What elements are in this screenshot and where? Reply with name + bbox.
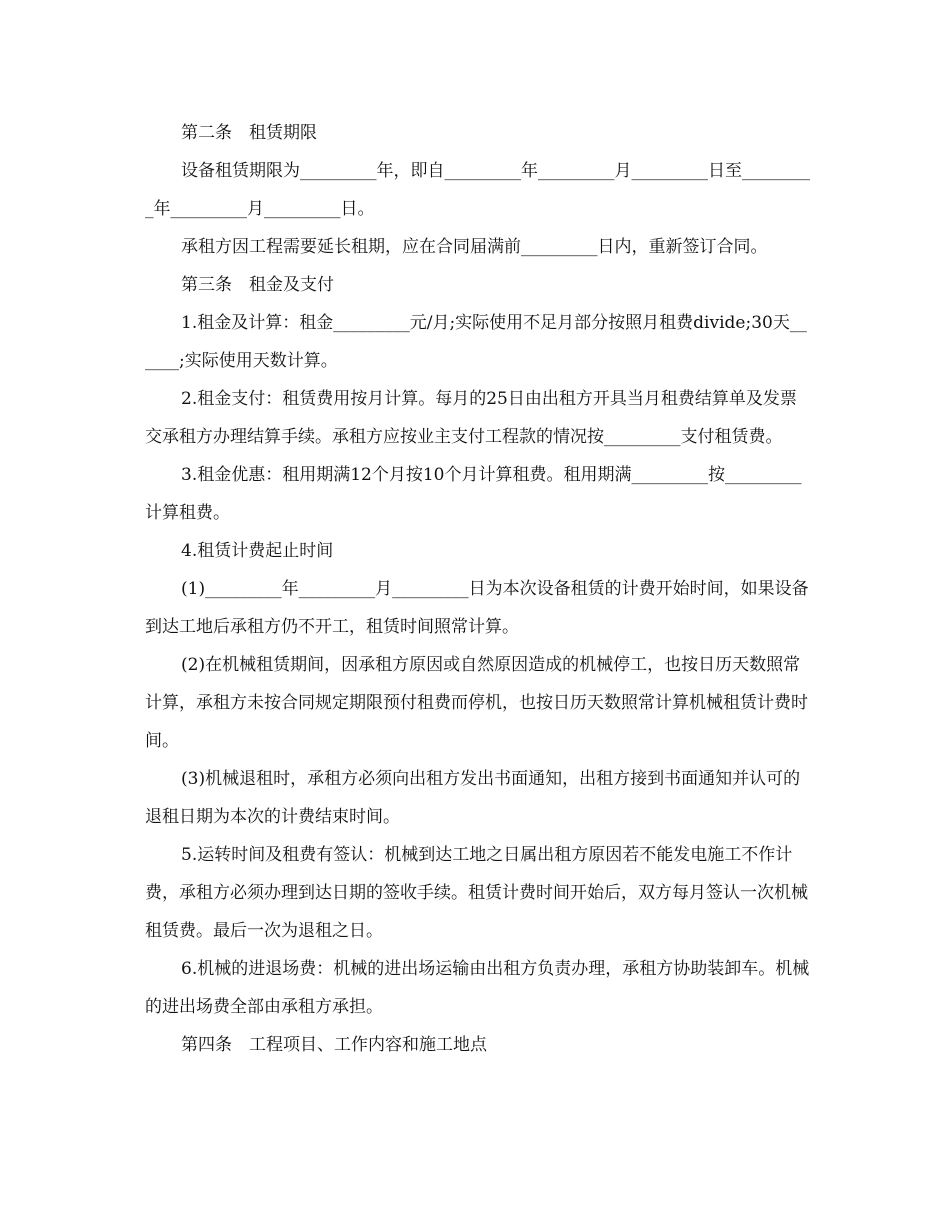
downtime-paragraph: (2)在机械租赁期间，因承租方原因或自然原因造成的机械停工，也按日历天数照常计算，承租方未按合同规定期限预付租费而停机，也按日历天数照常计算机械租赁计费时间。 <box>145 655 808 751</box>
rent-discount-paragraph: 3.租金优惠：租用期满12个月按10个月计算租费。租用期满_________按_________计算租费。 <box>145 465 802 523</box>
article-3-heading: 第三条 租金及支付 <box>181 275 334 295</box>
rent-calculation-paragraph: 1.租金及计算：租金_________元/月;实际使用不足月部分按照月租费divide;30天______;实际使用天数计算。 <box>145 313 807 371</box>
article-4-heading: 第四条 工程项目、工作内容和施工地点 <box>181 1035 487 1055</box>
billing-start-paragraph: (1)_________年_________月_________日为本次设备租赁的计费开始时间，如果设备到达工地后承租方仍不开工，租赁时间照常计算。 <box>145 579 809 637</box>
rent-payment-paragraph: 2.租金支付：租赁费用按月计算。每月的25日由出租方开具当月租费结算单及发票交承租方办理结算手续。承租方应按业主支付工程款的情况按_________支付租赁费。 <box>145 389 797 447</box>
entry-exit-fee-paragraph: 6.机械的进退场费：机械的进出场运输由出租方负责办理，承租方协助装卸车。机械的进出场费全部由承租方承担。 <box>145 959 810 1017</box>
lease-extension-paragraph: 承租方因工程需要延长租期，应在合同届满前_________日内，重新签订合同。 <box>181 237 768 257</box>
article-2-heading: 第二条 租赁期限 <box>181 123 317 143</box>
lease-term-paragraph: 设备租赁期限为_________年，即自_________年_________月_________日至_________年_________月_________日。 <box>145 161 810 219</box>
operation-signoff-paragraph: 5.运转时间及租费有签认：机械到达工地之日属出租方原因若不能发电施工不作计费，承租方必须办理到达日期的签收手续。租赁计费时间开始后，双方每月签认一次机械租赁费。最后一次为退租之日。 <box>145 845 808 941</box>
billing-period-heading: 4.租赁计费起止时间 <box>181 541 334 561</box>
return-paragraph: (3)机械退租时，承租方必须向出租方发出书面通知，出租方接到书面通知并认可的退租日期为本次的计费结束时间。 <box>145 769 801 827</box>
document-body <box>145 114 810 1064</box>
